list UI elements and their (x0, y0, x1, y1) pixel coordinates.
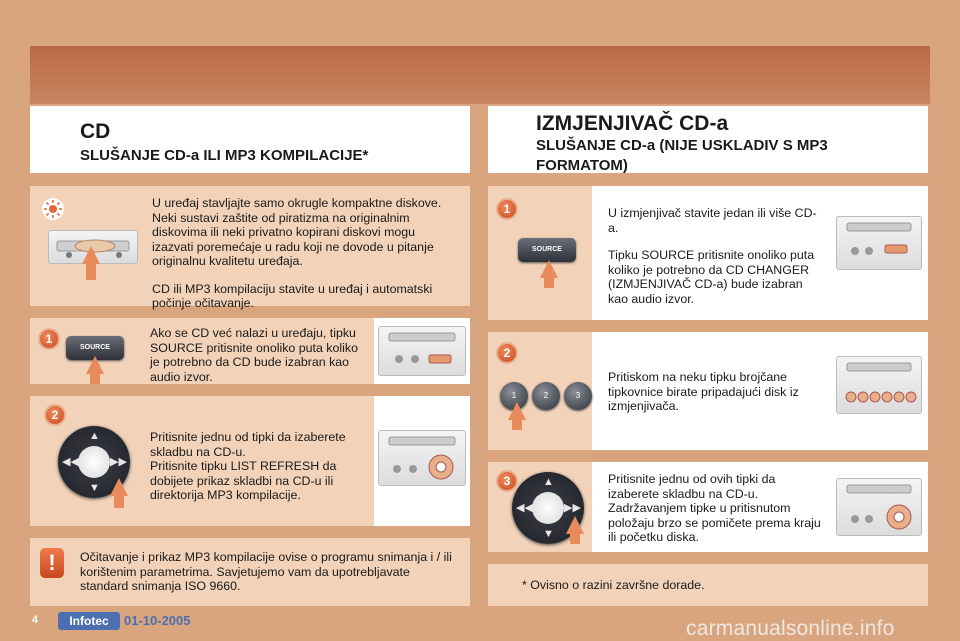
infotec-logo: Infotec (58, 612, 120, 630)
arrow-down-icon: ▼ (543, 528, 554, 540)
left-intro-panel (30, 186, 470, 310)
left-intro-text (152, 196, 457, 311)
right-step2-panel (488, 332, 928, 450)
pointer-finger-stem (90, 374, 100, 384)
pointer-finger-stem (114, 496, 124, 508)
step-number-badge: 2 (44, 404, 66, 426)
sun-icon (42, 198, 64, 220)
left-step2-p2: Pritisnite tipku LIST REFRESH da dobijete prikaz skladbi na CD-u ili direktorija MP3 kompilacije. (150, 459, 337, 502)
right-step3-image-area (488, 462, 592, 552)
radio-panel-icon (378, 430, 466, 486)
watermark: carmanualsonline.info (686, 617, 895, 640)
pointer-finger-icon (82, 246, 100, 264)
pointer-finger-icon (110, 478, 128, 496)
left-header (30, 106, 470, 173)
step-number-badge: 2 (496, 342, 518, 364)
arrow-left-icon: ◀◀ (516, 502, 533, 514)
right-note-text: * Ovisno o razini završne dorade. (522, 578, 705, 592)
page-number: 4 (32, 614, 39, 626)
right-step1-p1: U izmjenjivač stavite jedan ili više CD-a. (608, 206, 817, 235)
radio-panel-icon (378, 326, 466, 376)
right-subtitle-line1: SLUŠANJE CD-a (NIJE USKLADIV S MP3 (536, 137, 828, 154)
right-title: IZMJENJIVAČ CD-a (536, 112, 729, 135)
arrow-up-icon: ▲ (89, 430, 100, 442)
arrow-left-icon: ◀◀ (62, 456, 79, 468)
arrow-up-icon: ▲ (543, 476, 554, 488)
number-key-icon: 2 (532, 382, 560, 410)
left-intro-p1: U uređaj stavljajte samo okrugle kompaktne diskove. Neki sustavi zaštite od piratizma na originalnim diskovima ili neki privatno kopirani diskovi mogu izazvati poremećaje u radu koji ne dovode u pitanje originalnu kvalitetu uređaja. (152, 196, 442, 268)
pointer-finger-icon (508, 402, 526, 420)
number-key-icon: 1 (500, 382, 528, 410)
number-key-icon: 3 (564, 382, 592, 410)
right-step1-text (608, 206, 822, 306)
pointer-finger-stem (570, 534, 580, 544)
left-step2-image-area (374, 396, 470, 526)
left-title: CD (80, 120, 111, 143)
arrow-right-icon: ▶▶ (110, 456, 127, 468)
right-step1-image-area (488, 186, 592, 320)
right-note-panel (488, 564, 928, 606)
left-step2-panel (30, 396, 470, 526)
arrow-right-icon: ▶▶ (564, 502, 581, 514)
warning-icon: ! (40, 548, 64, 578)
radio-panel-icon (836, 356, 922, 414)
right-header (488, 106, 928, 173)
footer-date: 01-10-2005 (124, 613, 191, 628)
pointer-finger-stem (512, 420, 522, 430)
left-step2-p1: Pritisnite jednu od tipki da izaberete skladbu na CD-u. (150, 430, 346, 459)
pointer-finger-icon (566, 516, 584, 534)
right-step2-text: Pritiskom na neku tipku brojčane tipkovnice birate pripadajući disk iz izmjenjivača. (608, 370, 799, 413)
top-decor-band (30, 46, 930, 104)
radio-panel-icon (836, 478, 922, 536)
right-subtitle-line2: FORMATOM) (536, 157, 628, 174)
left-step1-panel (30, 318, 470, 384)
left-warning-text: Očitavanje i prikaz MP3 kompilacije ovise o programu snimanja i / ili korištenim parametrima. Savjetujemo vam da upotrebljavate standard snimanja ISO 9660. (80, 550, 452, 593)
right-step3-panel (488, 462, 928, 552)
source-button: SOURCE (66, 336, 124, 360)
left-step1-text: Ako se CD već nalazi u uređaju, tipku SOURCE pritisnite onoliko puta koliko je potrebno da CD bude izabran kao audio izvor. (150, 326, 358, 384)
right-step2-image-area (488, 332, 592, 450)
right-step1-p2: Tipku SOURCE pritisnite onoliko puta koliko je potrebno da CD CHANGER (IZMJENJIVAČ CD-a) bude izabran kao audio izvor. (608, 248, 815, 306)
pointer-finger-stem (86, 264, 96, 280)
pointer-finger-stem (544, 278, 554, 288)
left-subtitle: SLUŠANJE CD-a ILI MP3 KOMPILACIJE* (80, 147, 369, 164)
radio-panel-icon (836, 216, 922, 270)
step-number-badge: 1 (496, 198, 518, 220)
direction-pad-center (532, 492, 564, 524)
step-number-badge: 1 (38, 328, 60, 350)
source-button: SOURCE (518, 238, 576, 262)
left-step1-image-area (374, 318, 470, 384)
right-step3-text: Pritisnite jednu od ovih tipki da izaberete skladbu na CD-u. Zadržavanjem tipke u pritisnutom položaju brzo se pomičete prema kraju ili početku diska. (608, 472, 821, 544)
arrow-down-icon: ▼ (89, 482, 100, 494)
pointer-finger-icon (86, 356, 104, 374)
left-warning-panel (30, 538, 470, 606)
step-number-badge: 3 (496, 470, 518, 492)
direction-pad-center (78, 446, 110, 478)
left-intro-p2: CD ili MP3 kompilaciju stavite u uređaj i automatski počinje očitavanje. (152, 281, 433, 310)
right-step1-panel (488, 186, 928, 320)
left-step2-text (150, 430, 368, 503)
pointer-finger-icon (540, 260, 558, 278)
